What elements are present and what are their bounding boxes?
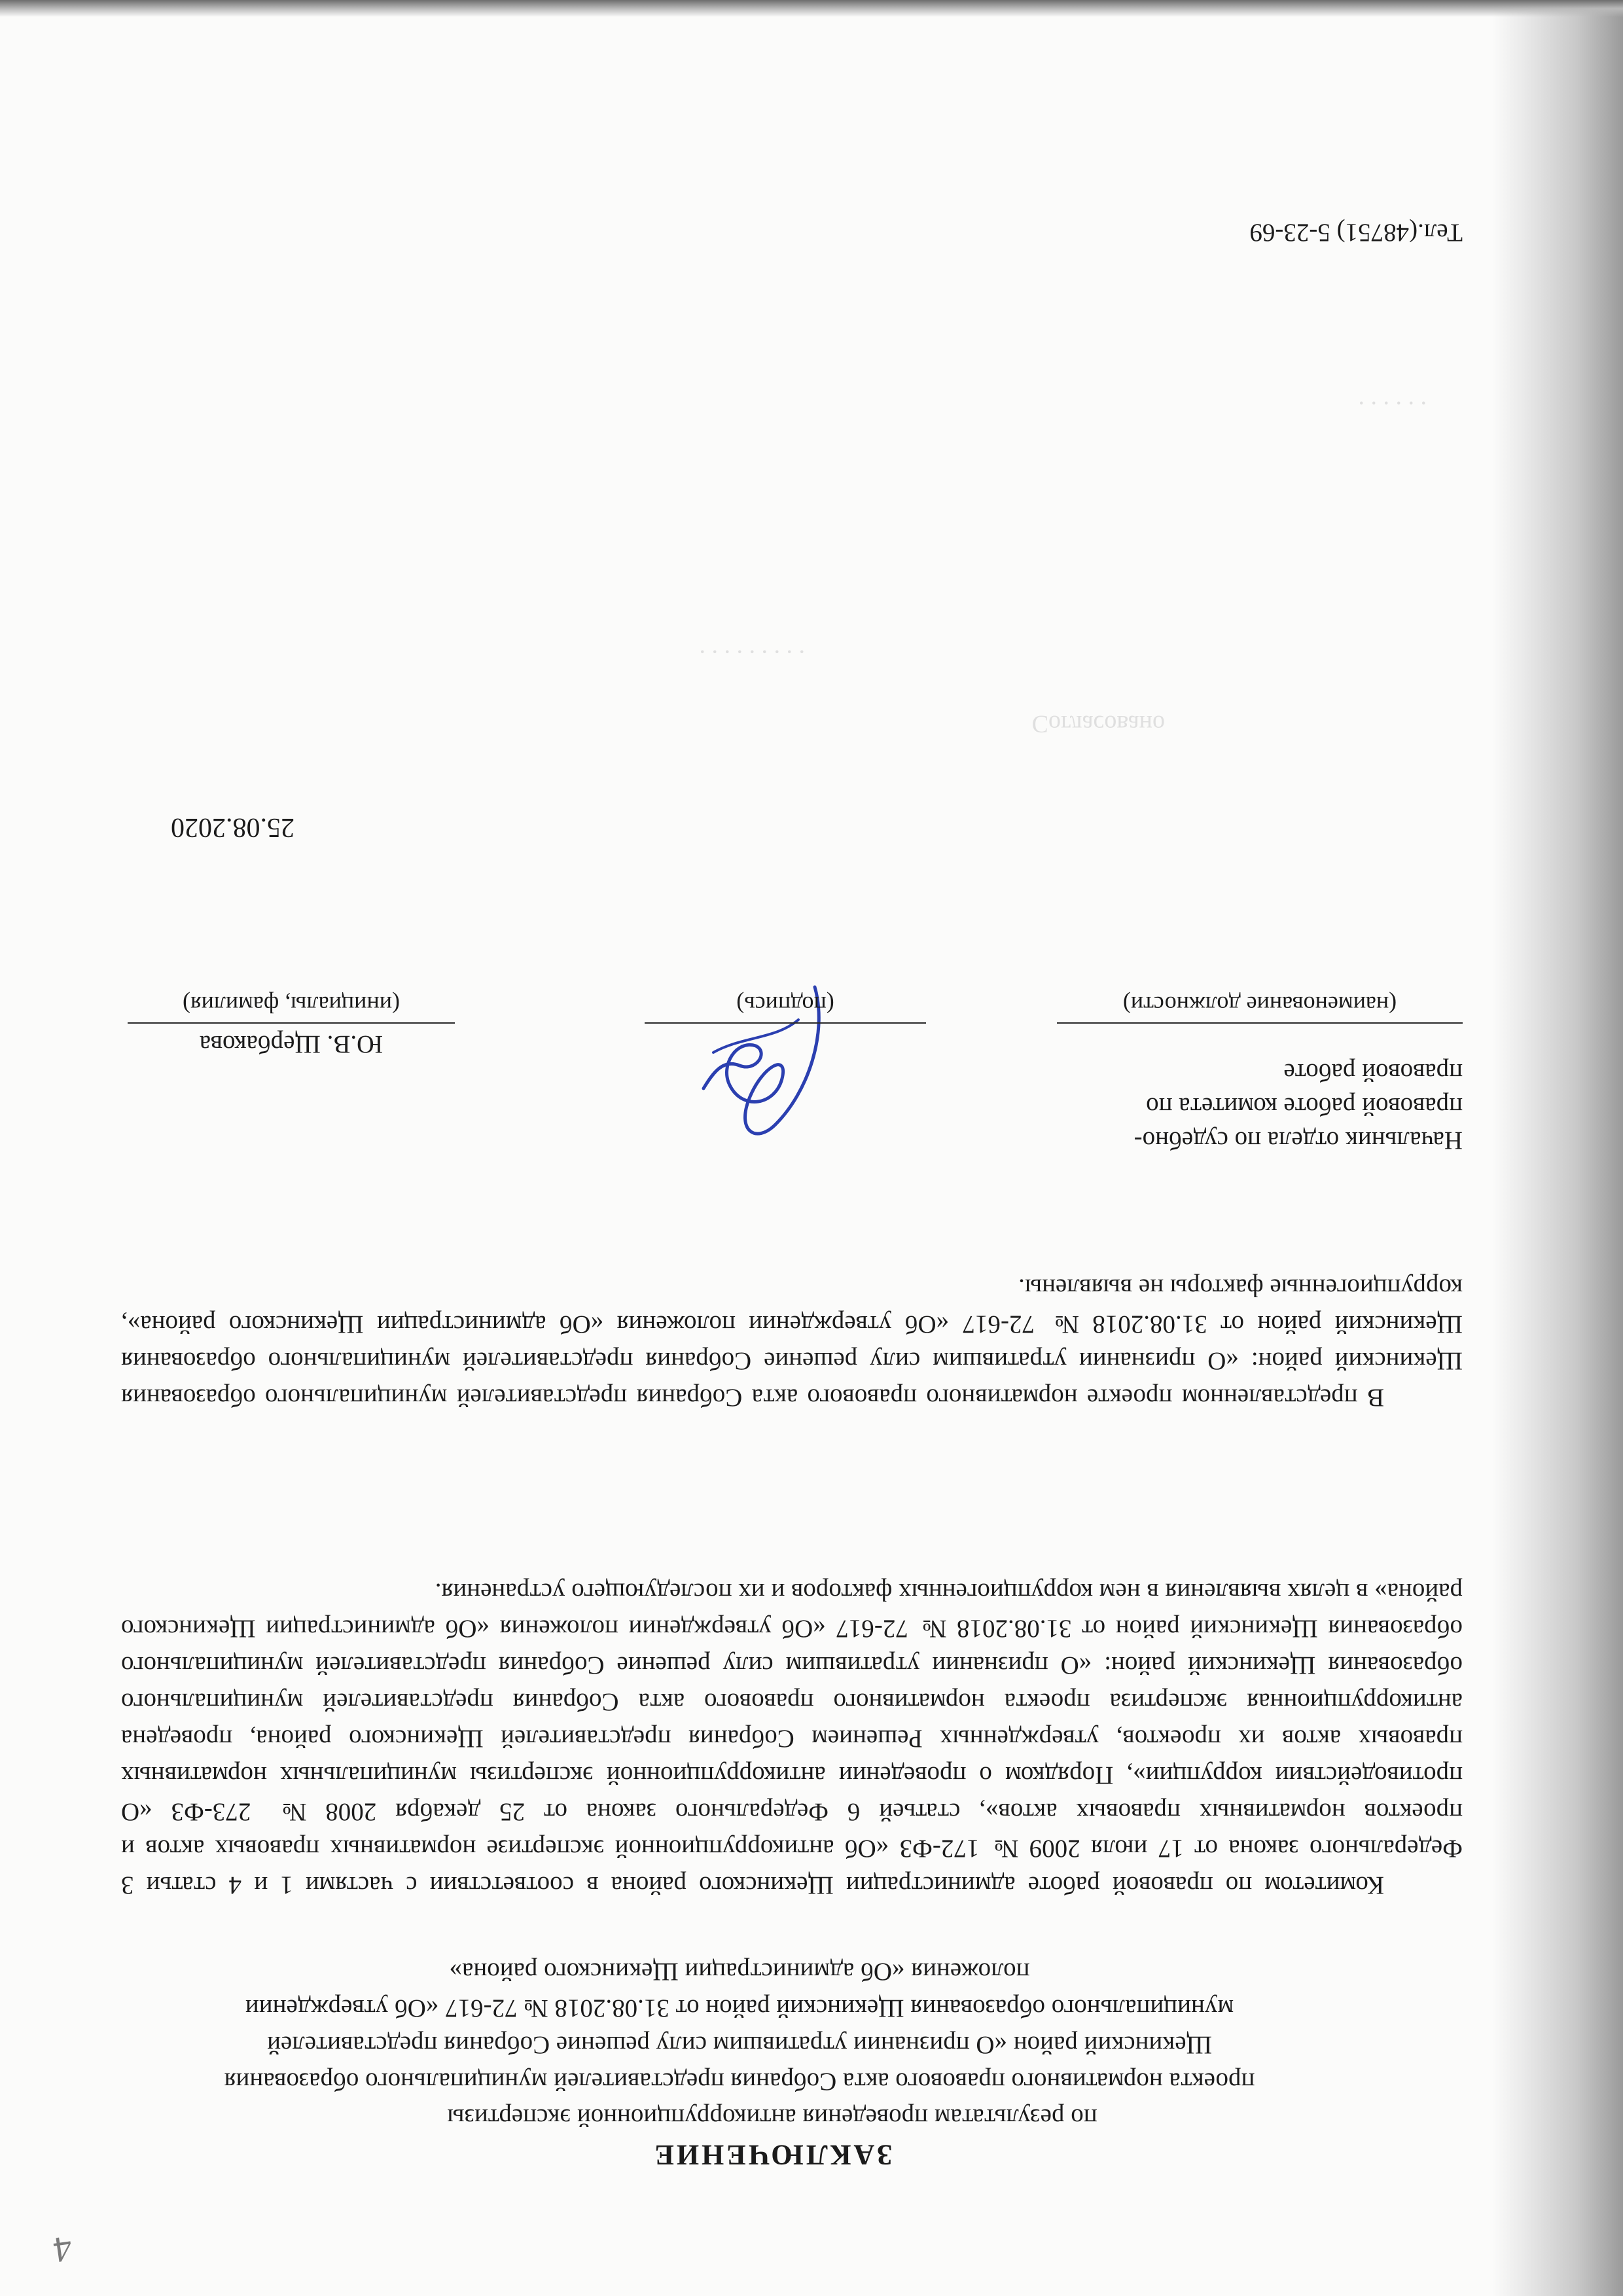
signer-name: Ю.В. Щербакова bbox=[199, 1030, 383, 1058]
position-underline bbox=[1057, 1022, 1463, 1024]
page-number: 4 bbox=[50, 2227, 75, 2270]
signature-line bbox=[645, 1022, 926, 1024]
name-underline bbox=[128, 1022, 455, 1024]
signer-position: Начальник отдела по судебно-правовой работе комитета по правовой работе bbox=[1133, 1058, 1463, 1155]
document-subject: проекта нормативного правового акта Собрания представителей муниципального образования Щекинский район «О признании утратившим силу решение Собрания представителей муниципального образования Щекинский район от 31.08.2018 № 72-617 «Об утверждении положения «Об администрации Щекинского района» bbox=[224, 1958, 1255, 2096]
signature-caption: (подпись) bbox=[736, 992, 834, 1018]
document-title: ЗАКЛЮЧЕНИЕ bbox=[652, 2139, 893, 2171]
name-caption: (инициалы, фамилия) bbox=[183, 992, 400, 1018]
bleed-through-text: Согласовано bbox=[1031, 710, 1165, 738]
signature-block bbox=[121, 922, 1463, 1157]
body-paragraph: В представленном проекте нормативного правового акта Собрания представителей муниципального образования Щекинский район: «О признании утратившим силу решение Собрания представителей муниципального образования Щекинский район от 31.08.2018 № 72-617 «Об утверждении положения «Об администрации Щекинского района», коррупциогенные факторы не выявлены. bbox=[121, 1274, 1463, 1412]
contact-phone: Тел.(48751) 5-23-69 bbox=[1249, 219, 1463, 247]
bleed-through-text: . . . . . . bbox=[1358, 396, 1427, 423]
scan-shadow-bottom bbox=[0, 0, 1623, 17]
position-caption: (наименование должности) bbox=[1122, 992, 1397, 1018]
document-subtitle: по результатам проведения антикоррупционной экспертизы bbox=[447, 2104, 1097, 2132]
scan-shadow-edge bbox=[1492, 0, 1623, 2296]
bleed-through-text: . . . . . . . . . bbox=[699, 645, 805, 672]
document-date: 25.08.2020 bbox=[171, 812, 294, 842]
body-paragraph: Комитетом по правовой работе администрации Щекинского района в соответствии с частями 1 и 4 статьи 3 Федерального закона от 17 июля 2009 № 172-ФЗ «Об антикоррупционной экспертизе нормативных правовых актов и проектов нормативных правовых актов», статьей 6 Федерального закона от 25 декабря 2008 № 273-ФЗ «О противодействии коррупции», Порядком о проведении антикоррупционной экспертизы муниципальных нормативных правовых актов их проектов, утвержденных Решением Собрания представителей Щекинского района, проведена антикоррупционная экспертиза проекта нормативного правового акта Собрания представителей муниципального образования Щекинский район: «О признании утратившим силу решение Собрания представителей муниципального образования Щекинский район от 31.08.2018 № 72-617 «Об утверждении положения «Об администрации Щекинского района» в целях выявления в нем коррупциогенных факторов и их последующего устранения. bbox=[121, 1578, 1463, 1899]
